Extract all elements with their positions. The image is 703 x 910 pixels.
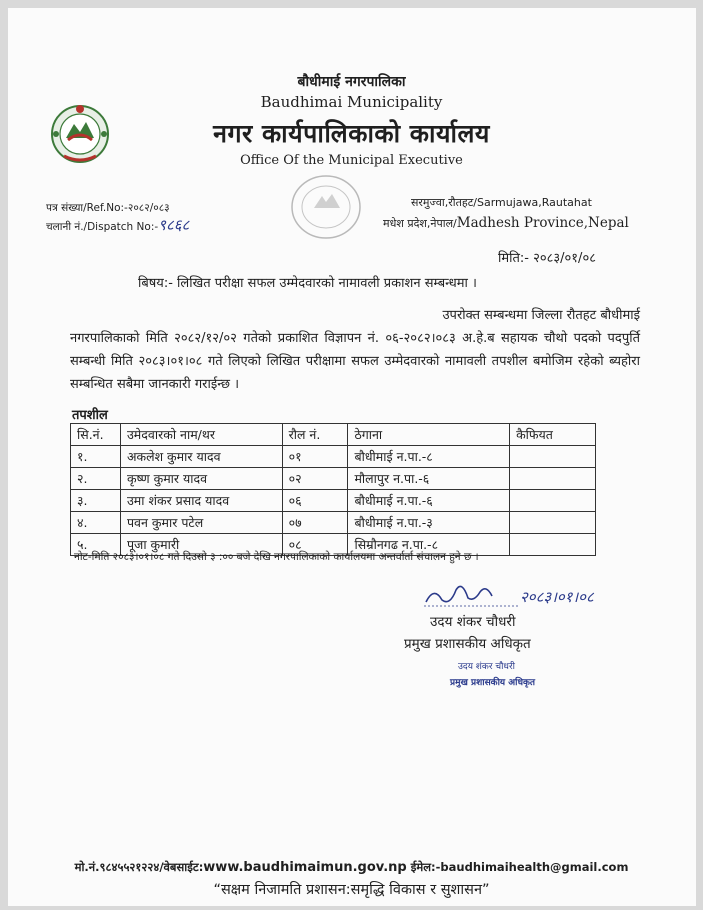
cell-serial: ५. bbox=[71, 534, 121, 556]
cell-remarks bbox=[510, 534, 596, 556]
cell-address: मौलापुर न.पा.-६ bbox=[348, 468, 510, 490]
header-remarks: कैफियत bbox=[510, 424, 596, 446]
cell-roll: ०८ bbox=[282, 534, 348, 556]
cell-serial: १. bbox=[71, 446, 121, 468]
cell-address: सिम्रौनगढ न.पा.-८ bbox=[348, 534, 510, 556]
stamp-name: उदय शंकर चौधरी bbox=[458, 662, 515, 672]
footer-email-link[interactable]: baudhimaihealth@gmail.com bbox=[440, 860, 629, 874]
table-row bbox=[71, 468, 596, 490]
municipality-name-en: Baudhimai Municipality bbox=[260, 93, 443, 111]
cell-remarks bbox=[510, 490, 596, 512]
cell-roll: ०२ bbox=[282, 468, 348, 490]
header-serial: सि.नं. bbox=[71, 424, 121, 446]
office-title-en: Office Of the Municipal Executive bbox=[240, 153, 463, 168]
cell-remarks bbox=[510, 512, 596, 534]
header-candidate-name: उमेदवारको नाम/थर bbox=[120, 424, 282, 446]
reference-block bbox=[46, 200, 189, 236]
ref-value: २०८२/०८३ bbox=[127, 202, 170, 214]
signatory-name: उदय शंकर चौधरी bbox=[430, 614, 516, 630]
cell-serial: ३. bbox=[71, 490, 121, 512]
address-block bbox=[383, 193, 629, 234]
cell-name: पवन कुमार पटेल bbox=[120, 512, 282, 534]
table-row bbox=[71, 512, 596, 534]
letter-subject: बिषय:- लिखित परीक्षा सफल उम्मेदवारको नामावली प्रकाशन सम्बन्धमा । bbox=[138, 276, 477, 291]
dispatch-value: ९८६८ bbox=[158, 216, 190, 234]
cell-roll: ०१ bbox=[282, 446, 348, 468]
cell-roll: ०७ bbox=[282, 512, 348, 534]
cell-name: उमा शंकर प्रसाद यादव bbox=[120, 490, 282, 512]
signature-date: २०८३।०१।०८ bbox=[520, 588, 594, 606]
cell-address: बौधीमाई न.पा.-६ bbox=[348, 490, 510, 512]
body-first-line: उपरोक्त सम्बन्धमा जिल्ला रौतहट बौधीमाई bbox=[442, 308, 640, 323]
footer-slogan: “सक्षम निजामति प्रशासन:समृद्धि विकास र सुशासन” bbox=[213, 882, 490, 898]
address-line2-np: मधेश प्रदेश,नेपाल/ bbox=[383, 217, 457, 230]
cell-remarks bbox=[510, 468, 596, 490]
address-line2-en: Madhesh Province,Nepal bbox=[456, 215, 629, 231]
cell-address: बौधीमाई न.पा.-३ bbox=[348, 512, 510, 534]
cell-name: कृष्ण कुमार यादव bbox=[120, 468, 282, 490]
office-title-np: नगर कार्यपालिकाको कार्यालय bbox=[213, 119, 490, 148]
details-heading: तपशील bbox=[72, 408, 108, 423]
cell-roll: ०६ bbox=[282, 490, 348, 512]
table-header-row bbox=[71, 424, 596, 446]
municipality-name-np: बौधीमाई नगरपालिका bbox=[297, 74, 406, 90]
footer-website-link[interactable]: www.baudhimaimun.gov.np bbox=[203, 860, 407, 875]
dispatch-label: चलानी नं./Dispatch No:- bbox=[46, 221, 159, 233]
signatory-title: प्रमुख प्रशासकीय अधिकृत bbox=[404, 636, 531, 652]
handwritten-signature-icon bbox=[420, 572, 620, 612]
address-line1-en: Sarmujawa,Rautahat bbox=[476, 196, 592, 209]
cell-address: बौधीमाई न.पा.-८ bbox=[348, 446, 510, 468]
office-seal-icon bbox=[288, 172, 364, 242]
header-roll-no: रौल नं. bbox=[282, 424, 348, 446]
table-row bbox=[71, 490, 596, 512]
cell-name: अकलेश कुमार यादव bbox=[120, 446, 282, 468]
candidate-table bbox=[70, 423, 596, 556]
letter-body bbox=[70, 304, 640, 396]
footer-email-label: ईमेल:- bbox=[406, 860, 441, 874]
cell-name: पूजा कुमारी bbox=[120, 534, 282, 556]
header-address: ठेगाना bbox=[348, 424, 510, 446]
ref-label: पत्र संख्या/Ref.No:- bbox=[46, 202, 128, 214]
letter-date: मिति:- २०८३/०१/०८ bbox=[498, 251, 596, 266]
footer-phone: मो.नं.९८४५५२१२२४/वेबसाईट: bbox=[74, 860, 204, 874]
footer-contact bbox=[0, 860, 703, 875]
address-line1-np: सरमुज्वा,रौतहट/ bbox=[411, 196, 477, 209]
table-row bbox=[71, 446, 596, 468]
cell-serial: २. bbox=[71, 468, 121, 490]
cell-remarks bbox=[510, 446, 596, 468]
body-text: नगरपालिकाको मिति २०८२/१२/०२ गतेको प्रकाशित विज्ञापन नं. ०६-२०८२।०८३ अ.हे.ब सहायक चौथो पदको पदपुर्ति सम्बन्धी मिति २०८३।०१।०८ गते लिएको लिखित परीक्षामा सफल उम्मेदवारको नामावली तपशील बमोजिम रहेको ब्यहोरा सम्बन्धित सबैमा जानकारी गराईन्छ । bbox=[70, 331, 640, 392]
cell-serial: ४. bbox=[71, 512, 121, 534]
interview-note: नोट-मिति २०८३।०१।०८ गते दिउसो ३ :०० बजे देखि नगरपालिकाको कार्यालयमा अन्तर्वार्ता संचालन हुने छ । bbox=[74, 551, 479, 563]
stamp-title: प्रमुख प्रशासकीय अधिकृत bbox=[450, 678, 536, 688]
